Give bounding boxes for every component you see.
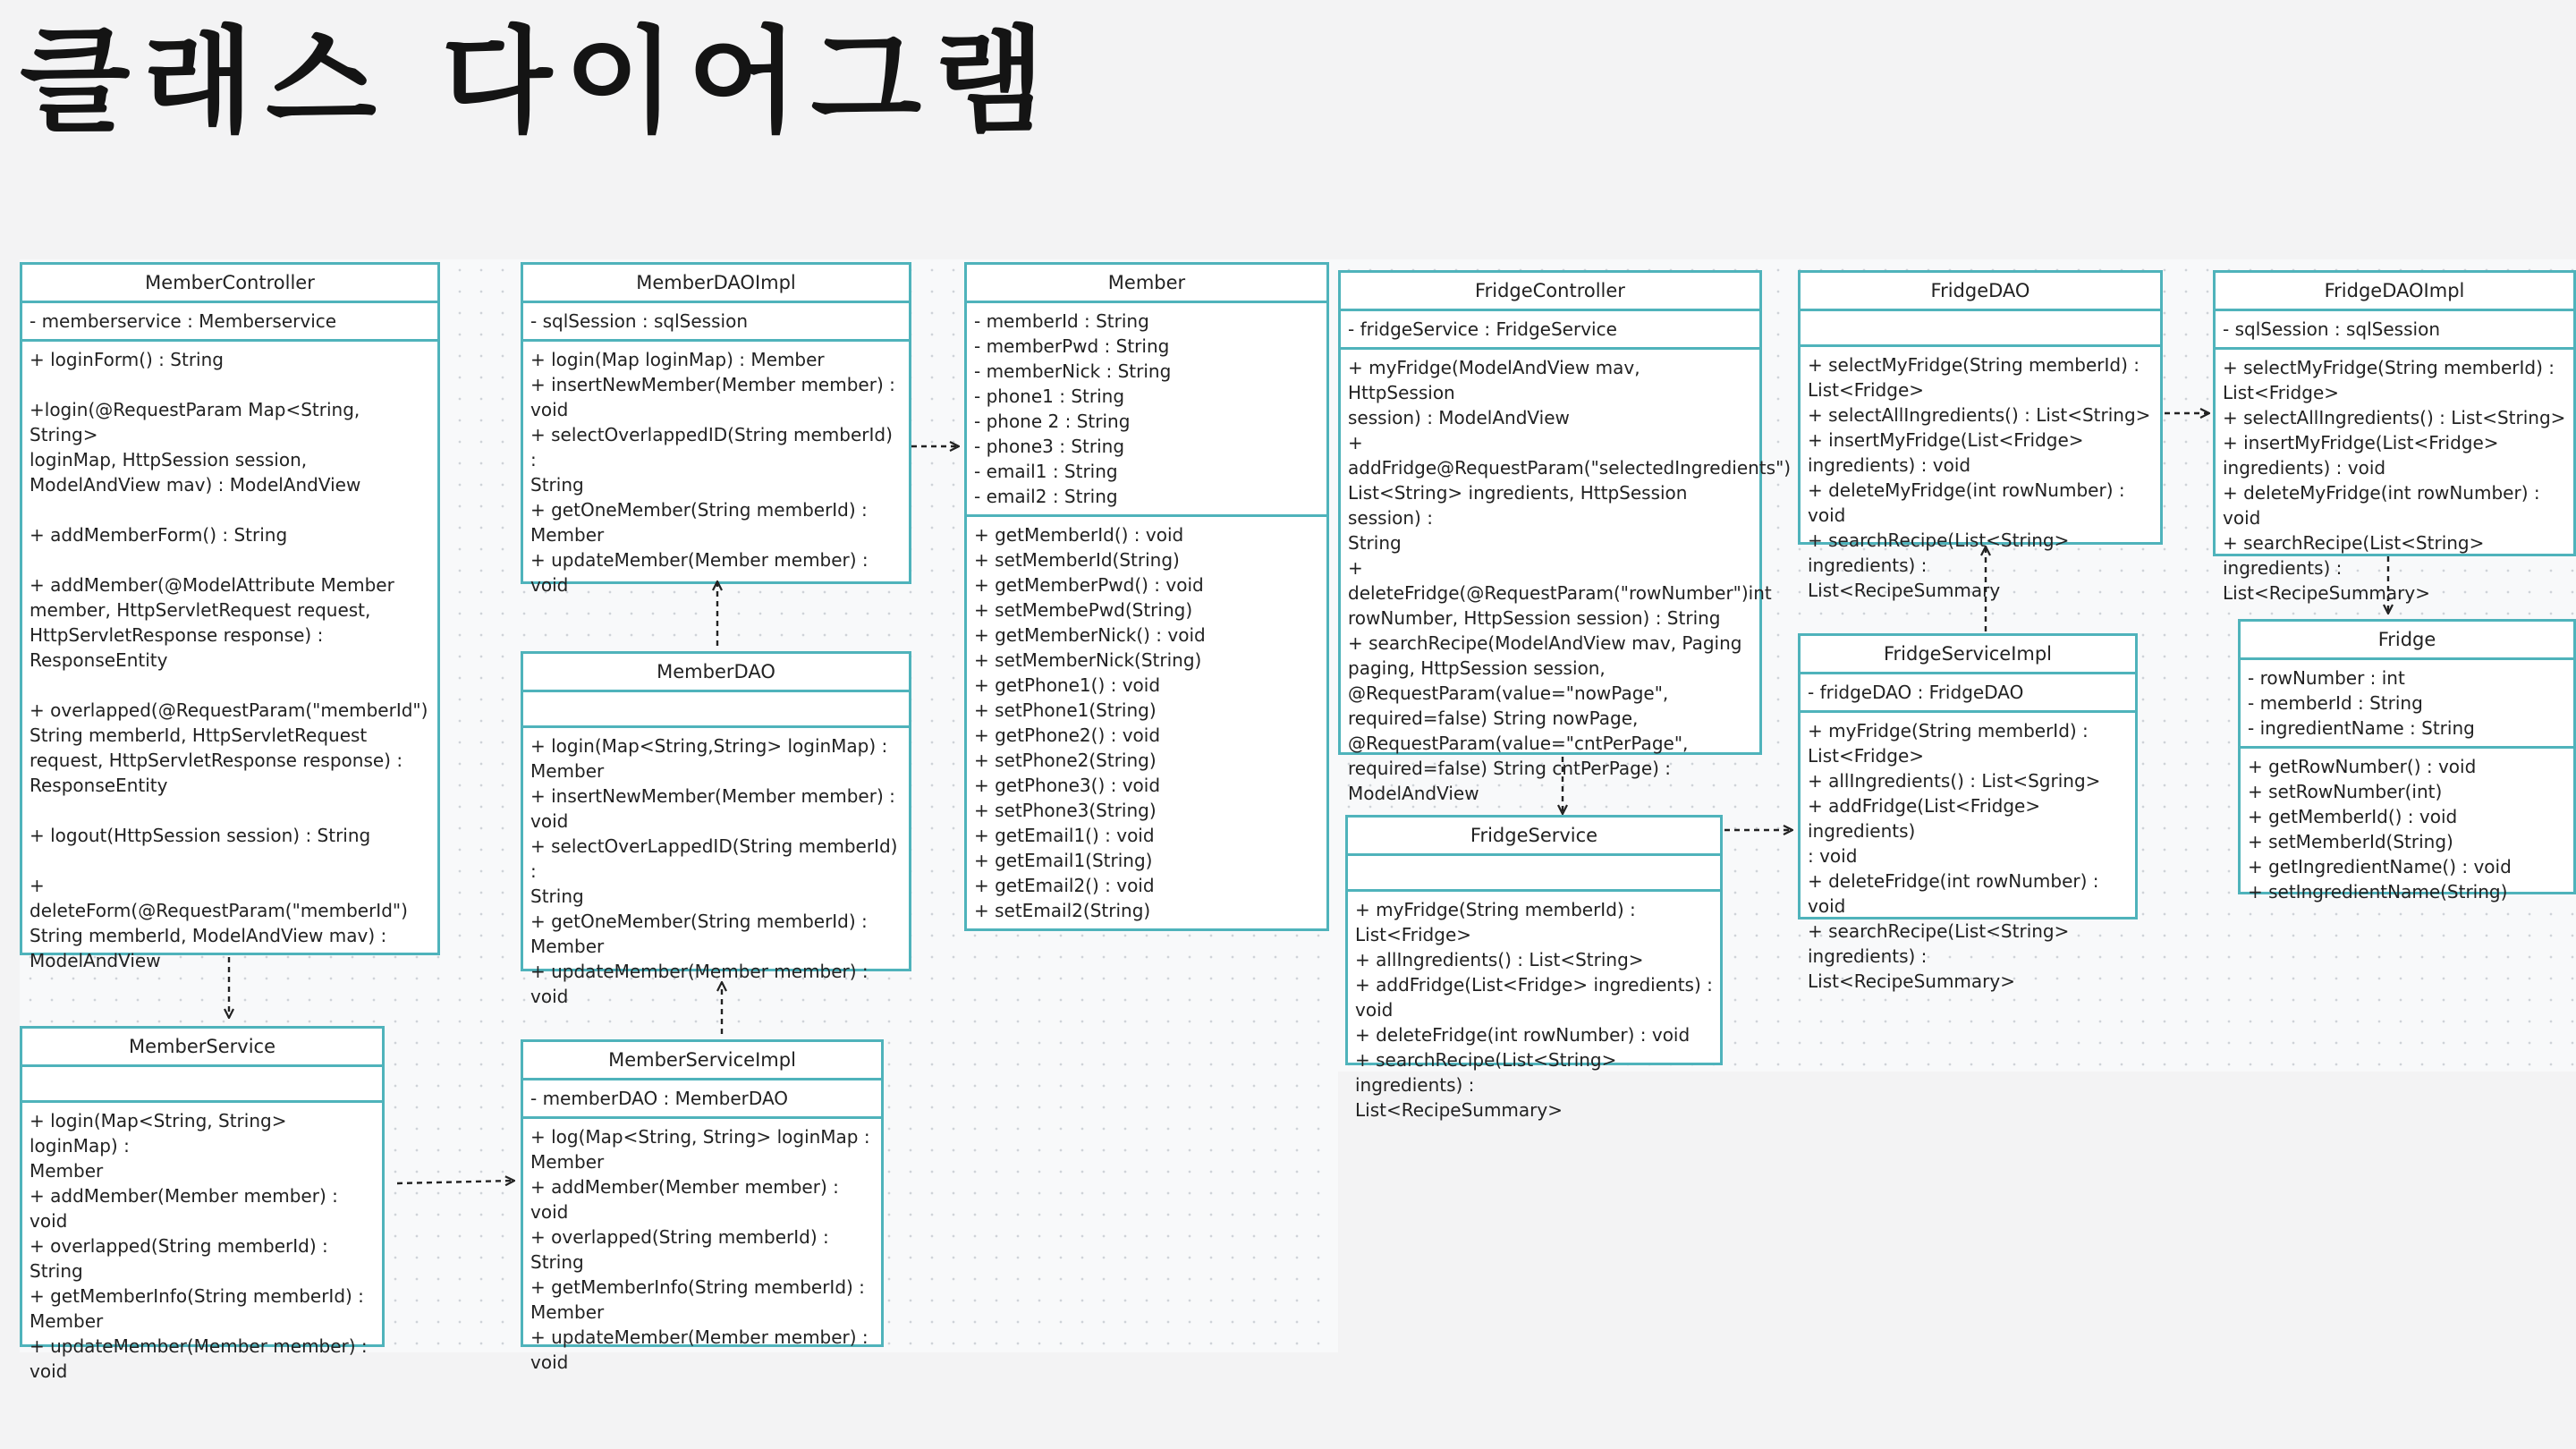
operations-compartment xyxy=(1348,892,1720,1128)
operation: + logout(HttpSession session) : String xyxy=(30,825,371,846)
spacer xyxy=(30,497,430,522)
operation: + selectMyFridge(String memberId) : xyxy=(1808,354,2140,376)
operation: + setMemberId(String) xyxy=(2248,831,2453,852)
class-name: MemberDAO xyxy=(523,654,909,692)
operation: rowNumber, HttpSession session) : String xyxy=(1348,607,1721,629)
operation: List<Fridge> xyxy=(1808,379,1924,401)
operation: ingredients) : List<RecipeSummary> xyxy=(1808,945,2015,992)
operation: + addMemberForm() : String xyxy=(30,524,288,546)
attributes-compartment xyxy=(967,303,1326,517)
class-member-controller[interactable] xyxy=(20,262,440,971)
operation: @RequestParam(value="nowPage", xyxy=(1348,682,1669,704)
operation: + login(Map loginMap) : Member xyxy=(530,349,825,370)
operation: + searchRecipe(List<String> ingredients) : xyxy=(2223,532,2485,579)
attributes-compartment xyxy=(523,303,909,342)
attributes-compartment xyxy=(1341,311,1759,350)
operation: List<RecipeSummary> xyxy=(2223,582,2430,604)
attribute: - rowNumber : int xyxy=(2248,667,2405,689)
operation: void xyxy=(530,399,569,420)
class-member-dao[interactable] xyxy=(521,651,911,1007)
operation: String memberId, ModelAndView mav) : xyxy=(30,925,387,946)
class-name: MemberService xyxy=(22,1029,382,1067)
spacer xyxy=(30,372,430,397)
operation: +login(@RequestParam Map<String, String> xyxy=(30,399,360,445)
operation: + selectOverlappedID(String memberId) : xyxy=(530,424,893,470)
operations-compartment xyxy=(2216,350,2573,611)
operation: + login(Map<String, String> loginMap) : xyxy=(30,1110,287,1157)
operations-compartment xyxy=(22,342,437,979)
operation: + selectAllIngredients() : List<String> xyxy=(1808,404,2151,426)
operation: ingredients) : void xyxy=(2223,457,2386,479)
operation: @RequestParam(value="cntPerPage", xyxy=(1348,733,1689,754)
operations-compartment xyxy=(22,1103,382,1389)
operation: List<RecipeSummary xyxy=(1808,580,2001,601)
attribute: - email1 : String xyxy=(974,461,1118,482)
operation: + insertMyFridge(List<Fridge> xyxy=(2223,432,2499,453)
attributes-compartment xyxy=(1801,311,2160,347)
operation: + updateMember(Member member) : xyxy=(30,1335,368,1357)
class-name: MemberController xyxy=(22,265,437,303)
class-member-service[interactable] xyxy=(20,1026,385,1382)
attribute: - ingredientName : String xyxy=(2248,717,2475,739)
operation: HttpServletResponse response) : xyxy=(30,624,324,646)
operation: String xyxy=(1348,532,1402,554)
spacer xyxy=(30,798,430,823)
operations-compartment xyxy=(1801,713,2135,999)
operation: + log(Map<String, String> loginMap : xyxy=(530,1126,870,1148)
class-name: Member xyxy=(967,265,1326,303)
attribute: - phone 2 : String xyxy=(974,411,1131,432)
operation: + insertNewMember(Member member) : xyxy=(530,785,895,807)
attributes-compartment xyxy=(1348,856,1720,892)
attribute: - memberservice : Memberservice xyxy=(30,310,337,332)
class-name: FridgeServiceImpl xyxy=(1801,636,2135,674)
operations-compartment xyxy=(523,728,909,1014)
operation: + getMemberInfo(String memberId) : xyxy=(530,1276,865,1298)
operation: + selectAllIngredients() : List<String> xyxy=(2223,407,2566,428)
class-member-service-impl[interactable] xyxy=(521,1039,884,1373)
operation: + setMembePwd(String) xyxy=(974,599,1193,621)
class-name: MemberServiceImpl xyxy=(523,1042,881,1080)
operation: + updateMember(Member member) : xyxy=(530,1326,869,1348)
class-name: FridgeDAOImpl xyxy=(2216,273,2573,311)
operation: + addMember(@ModelAttribute Member xyxy=(30,574,394,596)
operation: + getOneMember(String memberId) : xyxy=(530,499,868,521)
operation: List<Fridge> xyxy=(2223,382,2339,403)
operation: List<String> ingredients, HttpSession session) : xyxy=(1348,482,1688,529)
operation: + deleteFridge(@RequestParam("rowNumber")int xyxy=(1348,557,1772,604)
operation: + setPhone3(String) xyxy=(974,800,1157,821)
operation: + setIngredientName(String) xyxy=(2248,881,2508,902)
operations-compartment xyxy=(1341,350,1792,811)
operation: + selectMyFridge(String memberId) : xyxy=(2223,357,2555,378)
attribute: - email2 : String xyxy=(974,486,1118,507)
operation: + overlapped(@RequestParam("memberId") xyxy=(30,699,428,721)
spacer xyxy=(30,547,430,572)
operation: + getEmail2() : void xyxy=(974,875,1155,896)
operation: void xyxy=(530,1352,569,1373)
operation: + overlapped(String memberId) : String xyxy=(530,1226,829,1273)
class-fridge-controller[interactable] xyxy=(1338,270,1792,804)
operation: + getIngredientName() : void xyxy=(2248,856,2512,877)
operation: paging, HttpSession session, xyxy=(1348,657,1606,679)
operation: Member xyxy=(530,760,605,782)
attribute: - fridgeDAO : FridgeDAO xyxy=(1808,682,2024,703)
class-fridge-dao-impl[interactable] xyxy=(2213,270,2576,604)
operation: + getMemberPwd() : void xyxy=(974,574,1204,596)
attribute: - memberPwd : String xyxy=(974,335,1170,357)
spacer xyxy=(30,673,430,698)
operation: void xyxy=(530,574,569,596)
class-name: FridgeController xyxy=(1341,273,1759,311)
operation: + addMember(Member member) : void xyxy=(530,1176,839,1223)
operation: ResponseEntity xyxy=(30,775,168,796)
operation: + insertMyFridge(List<Fridge> xyxy=(1808,429,2084,451)
operation: + searchRecipe(List<String> ingredients) : xyxy=(1355,1049,1617,1096)
operation: + myFridge(String memberId) : xyxy=(1808,720,2089,741)
class-fridge[interactable] xyxy=(2238,619,2576,902)
operation: required=false) String cntPerPage) : xyxy=(1348,758,1672,779)
operation: request, HttpServletResponse response) : xyxy=(30,750,403,771)
operation: + getPhone2() : void xyxy=(974,724,1161,746)
operation: + setEmail2(String) xyxy=(974,900,1151,921)
class-name: MemberDAOImpl xyxy=(523,265,909,303)
operation: + allIngredients() : List<Sgring> xyxy=(1808,770,2101,792)
operation: + selectOverLappedID(String memberId) : xyxy=(530,835,898,882)
operations-compartment xyxy=(2241,749,2573,910)
operation: String xyxy=(530,474,584,496)
operation: + getPhone3() : void xyxy=(974,775,1161,796)
operation: Member xyxy=(530,1301,605,1323)
operation: + updateMember(Member member) : xyxy=(530,549,869,571)
attribute: - phone3 : String xyxy=(974,436,1125,457)
operation: void xyxy=(530,810,569,832)
class-fridge-service-impl[interactable] xyxy=(1798,633,2138,992)
attributes-compartment xyxy=(22,1067,382,1103)
operation: + setMemberId(String) xyxy=(974,549,1180,571)
attribute: - memberNick : String xyxy=(974,360,1172,382)
operation: ModelAndView xyxy=(30,950,161,971)
operation: Member xyxy=(530,1151,605,1173)
operation: + searchRecipe(List<String> xyxy=(1808,920,2070,942)
operation: + getRowNumber() : void xyxy=(2248,756,2477,777)
operation: + setMemberNick(String) xyxy=(974,649,1202,671)
operation: Member xyxy=(530,524,605,546)
operation: + deleteFridge(int rowNumber) : void xyxy=(1355,1024,1690,1046)
operation: + loginForm() : String xyxy=(30,349,224,370)
operations-compartment xyxy=(523,1119,881,1380)
attribute: - sqlSession : sqlSession xyxy=(2223,318,2440,340)
operation: + setPhone2(String) xyxy=(974,750,1157,771)
operation: + xyxy=(30,875,45,896)
operation: Member xyxy=(30,1160,104,1182)
operation: + myFridge(ModelAndView mav, HttpSession xyxy=(1348,357,1640,403)
operation: : void xyxy=(1808,845,1858,867)
operation: Member xyxy=(30,1310,104,1332)
operation: + allIngredients() : List<String> xyxy=(1355,949,1644,970)
operation: + deleteMyFridge(int rowNumber) : void xyxy=(2223,482,2540,529)
operation: + getMemberNick() : void xyxy=(974,624,1206,646)
operation: + overlapped(String memberId) : String xyxy=(30,1235,328,1282)
attributes-compartment xyxy=(523,1080,881,1119)
operation: + login(Map<String,String> loginMap) : xyxy=(530,735,888,757)
operation: + addFridge(List<Fridge> ingredients) : void xyxy=(1355,974,1713,1021)
class-member[interactable] xyxy=(964,262,1329,931)
operation: ResponseEntity xyxy=(30,649,168,671)
operation: void xyxy=(30,1360,68,1382)
attribute: - phone1 : String xyxy=(974,386,1125,407)
operation: loginMap, HttpSession session, xyxy=(30,449,308,470)
operation: + updateMember(Member member) : void xyxy=(530,961,869,1007)
operation: + getMemberInfo(String memberId) : xyxy=(30,1285,364,1307)
operation: + getMemberId() : void xyxy=(2248,806,2458,827)
attribute: - sqlSession : sqlSession xyxy=(530,310,748,332)
spacer xyxy=(30,848,430,873)
operation: + searchRecipe(List<String> ingredients) : xyxy=(1808,530,2070,576)
operation: session) : ModelAndView xyxy=(1348,407,1570,428)
operation: + xyxy=(1348,432,1363,453)
operation: + addFridge(List<Fridge> ingredients) xyxy=(1808,795,2041,842)
attributes-compartment xyxy=(2216,311,2573,350)
attribute: - memberId : String xyxy=(2248,692,2423,714)
operation: Member xyxy=(530,936,605,957)
operation: + addMember(Member member) : void xyxy=(30,1185,338,1232)
attributes-compartment xyxy=(22,303,437,342)
attributes-compartment xyxy=(523,692,909,728)
page-title: 클래스 다이어그램 xyxy=(20,15,1057,148)
class-name: Fridge xyxy=(2241,622,2573,660)
attributes-compartment xyxy=(1801,674,2135,713)
operation: required=false) String nowPage, xyxy=(1348,708,1639,729)
operation: + getMemberId() : void xyxy=(974,524,1184,546)
attributes-compartment xyxy=(2241,660,2573,749)
operation: + setRowNumber(int) xyxy=(2248,781,2443,802)
operation: ingredients) : void xyxy=(1808,454,1971,476)
operation: + getPhone1() : void xyxy=(974,674,1161,696)
operations-compartment xyxy=(967,517,1326,928)
operation: + getOneMember(String memberId) : xyxy=(530,911,868,932)
operation: + getEmail1() : void xyxy=(974,825,1155,846)
class-name: FridgeService xyxy=(1348,818,1720,856)
class-member-dao-impl[interactable] xyxy=(521,262,911,596)
operation: + insertNewMember(Member member) : xyxy=(530,374,895,395)
operations-compartment xyxy=(523,342,909,603)
operation: String xyxy=(530,886,584,907)
attribute: - fridgeService : FridgeService xyxy=(1348,318,1617,340)
class-name: FridgeDAO xyxy=(1801,273,2160,311)
operation: addFridge@RequestParam("selectedIngredients") xyxy=(1348,457,1792,479)
operation: + getEmail1(String) xyxy=(974,850,1153,871)
operation: deleteForm(@RequestParam("memberId") xyxy=(30,900,408,921)
operation: member, HttpServletRequest request, xyxy=(30,599,371,621)
class-fridge-dao[interactable] xyxy=(1798,270,2163,601)
operation: + setPhone1(String) xyxy=(974,699,1157,721)
operation: + deleteFridge(int rowNumber) : void xyxy=(1808,870,2099,917)
attribute: - memberId : String xyxy=(974,310,1149,332)
attribute: - memberDAO : MemberDAO xyxy=(530,1088,789,1109)
operation: List<RecipeSummary> xyxy=(1355,1099,1563,1121)
operation: String memberId, HttpServletRequest xyxy=(30,724,368,746)
operation: + searchRecipe(ModelAndView mav, Paging xyxy=(1348,632,1742,654)
operation: ModelAndView mav) : ModelAndView xyxy=(30,474,361,496)
operation: + myFridge(String memberId) : List<Fridge> xyxy=(1355,899,1636,945)
operation: ModelAndView xyxy=(1348,783,1479,804)
operation: List<Fridge> xyxy=(1808,745,1924,767)
operations-compartment xyxy=(1801,347,2160,608)
class-fridge-service[interactable] xyxy=(1345,815,1723,1121)
operation: + deleteMyFridge(int rowNumber) : void xyxy=(1808,479,2125,526)
